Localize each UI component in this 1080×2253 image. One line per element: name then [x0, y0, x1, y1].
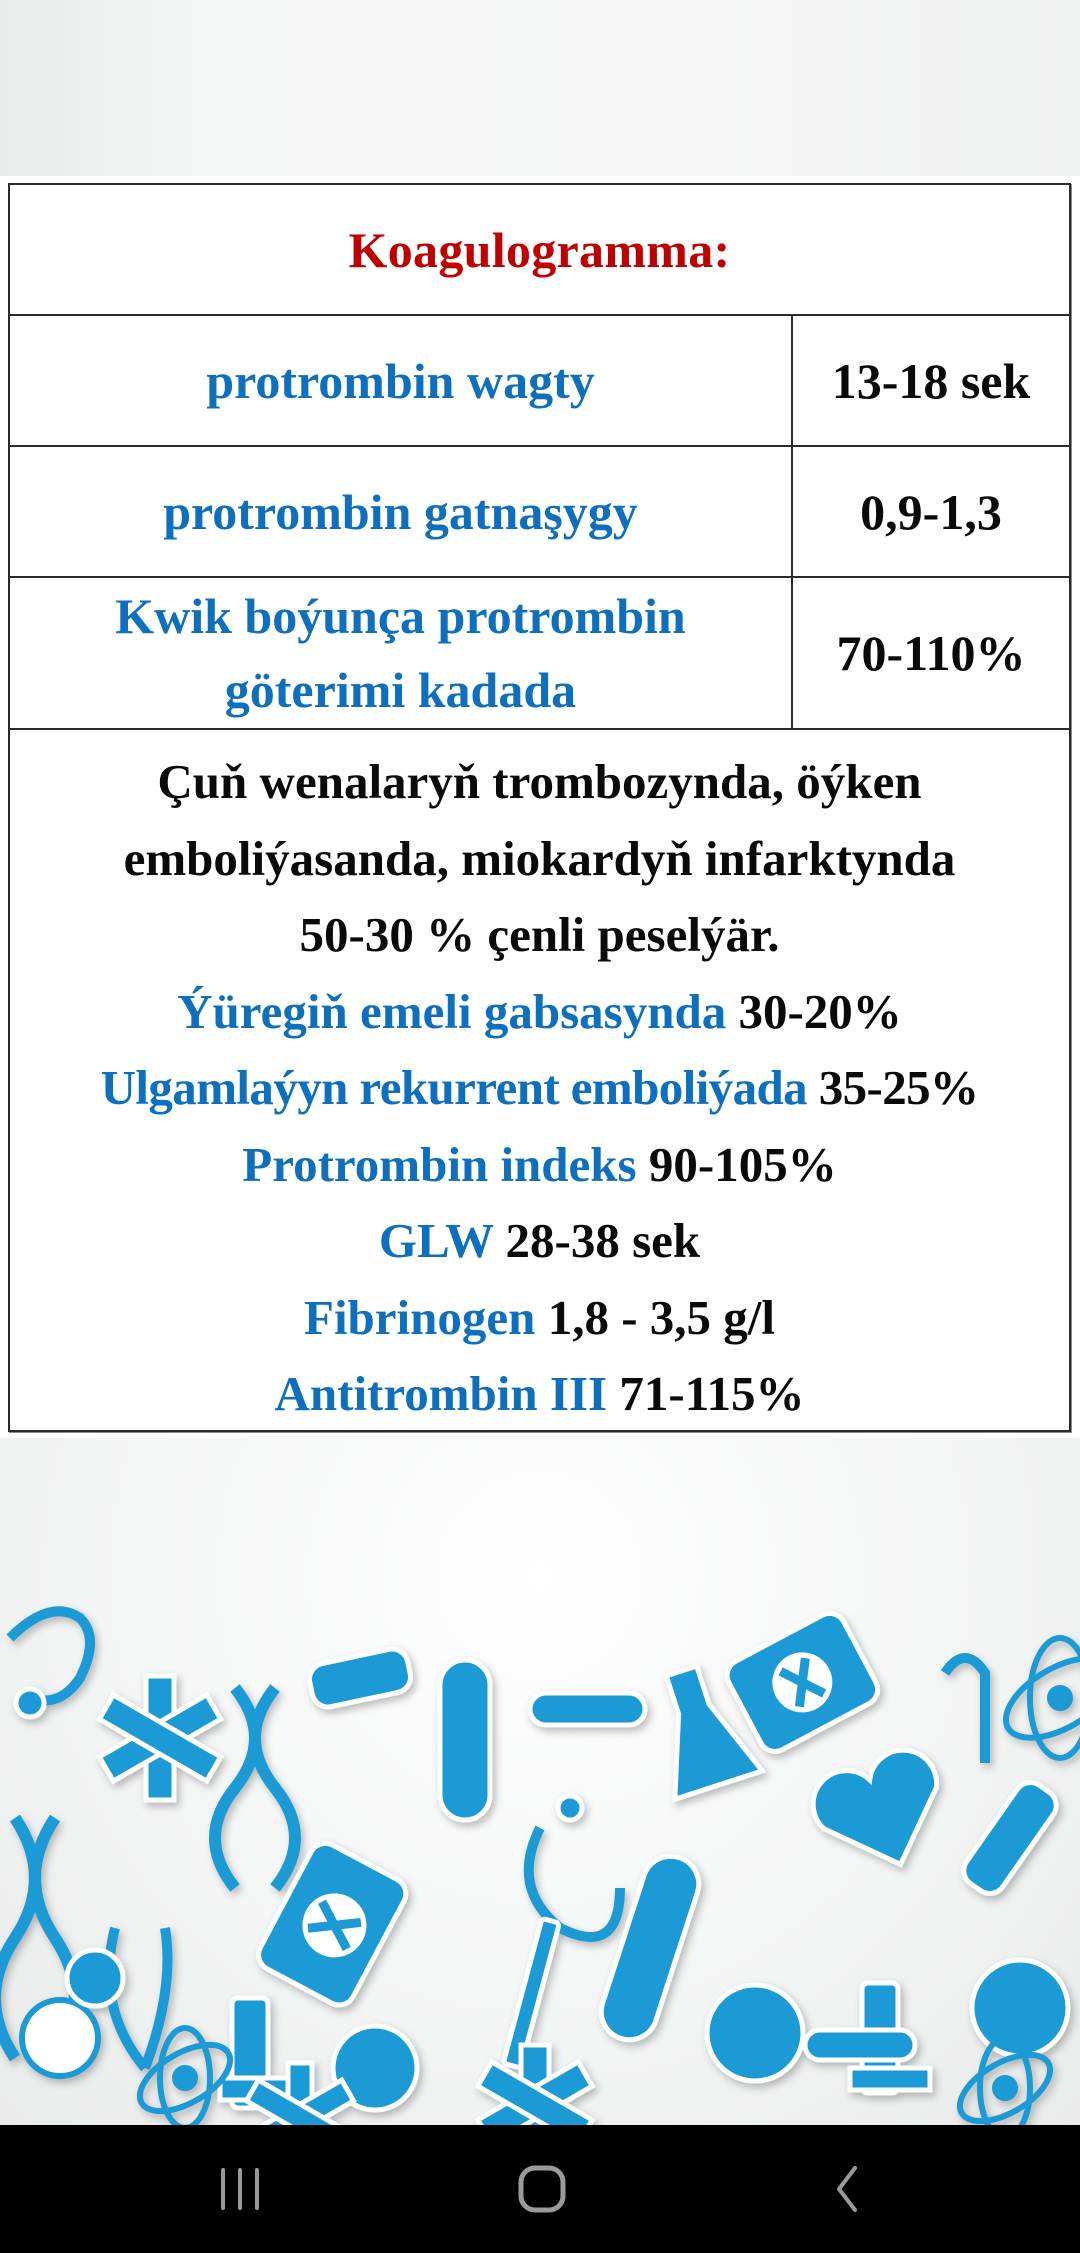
recent-apps-icon: [217, 2166, 263, 2212]
row-label: protrombin wagty: [206, 352, 595, 409]
page-top-background: [0, 0, 1080, 176]
row-label: [115, 579, 686, 727]
atom-icon: [129, 2028, 241, 2125]
notes-item: [10, 1203, 1069, 1280]
row-label: protrombin gatnaşygy: [163, 483, 638, 540]
notes-item-value: 30-20%: [738, 983, 902, 1039]
atom-icon: [993, 1638, 1080, 1758]
notes-item: [10, 1050, 1069, 1127]
notes-item-value: 28-38 sek: [505, 1213, 701, 1268]
table-title: Koagulogramma:: [348, 221, 731, 278]
notes-item-label: Ulgamlaýyn rekurrent emboliýada: [100, 1060, 808, 1115]
notes-paragraph-line: 50-30 % çenli peselýär.: [299, 907, 780, 962]
thermometer-icon: [805, 2030, 915, 2060]
notes-paragraph-line: emboliýasanda, miokardyň infarktynda: [123, 830, 956, 886]
home-icon: [517, 2164, 567, 2214]
capsule-icon: [440, 1660, 490, 1820]
row-label-line: Kwik boýunça protrombin: [115, 588, 686, 644]
notes-content: [10, 744, 1069, 1433]
label-cell: [10, 578, 793, 728]
table-row: [10, 578, 1069, 730]
test-tube-icon: [958, 1776, 1063, 1900]
table-row: [10, 447, 1069, 578]
notes-item-value: 1,8 - 3,5 g/l: [547, 1289, 775, 1345]
system-navigation-bar: [0, 2125, 1080, 2253]
first-aid-kit-icon: [721, 1608, 883, 1757]
coagulogram-table: [8, 183, 1071, 1432]
table-title-cell: [10, 185, 1069, 314]
row-value: 70-110%: [836, 625, 1026, 681]
label-cell: [10, 447, 793, 576]
notes-item-value: 35-25%: [818, 1060, 979, 1115]
table-row: [10, 316, 1069, 447]
notes-item-label: Protrombin indeks: [242, 1136, 637, 1192]
value-cell: [793, 578, 1069, 728]
apple-icon: [972, 1960, 1068, 2056]
label-cell: [10, 316, 793, 445]
star-of-life-icon: [99, 1676, 220, 1800]
notes-item-value: 90-105%: [648, 1136, 837, 1192]
star-of-life-icon: [478, 2045, 592, 2125]
value-cell: [793, 447, 1069, 576]
recent-apps-button[interactable]: [160, 2125, 320, 2253]
first-aid-kit-icon: [253, 1838, 411, 2011]
back-button[interactable]: [766, 2125, 926, 2253]
bowl-of-hygieia-icon: [945, 1658, 985, 1763]
stethoscope-icon: [529, 1796, 620, 1937]
value-cell: [793, 316, 1069, 445]
apple-icon: [707, 1985, 803, 2081]
home-button[interactable]: [462, 2125, 622, 2253]
notes-item: [10, 974, 1069, 1051]
row-value: 0,9-1,3: [860, 483, 1002, 540]
notes-item-label: Antitrombin III: [274, 1366, 608, 1421]
notes-item: [10, 1356, 1069, 1433]
back-icon: [831, 2164, 861, 2214]
capsule-icon: [594, 1849, 706, 2047]
dna-icon: [215, 1688, 295, 1888]
notes-item: [10, 1280, 1069, 1357]
test-tube-icon: [307, 1646, 414, 1710]
notes-row: [10, 730, 1069, 1430]
notes-item: [10, 1127, 1069, 1204]
notes-item-label: GLW: [378, 1213, 494, 1268]
molecule-icon: [22, 1950, 123, 2076]
stethoscope-icon: [10, 1611, 90, 1717]
heart-icon: [804, 1741, 961, 1886]
thermometer-icon: [530, 1693, 645, 1725]
notes-paragraph-line: Çuň wenalaryň trombozynda, öýken: [157, 754, 922, 809]
notes-item-label: Fibrinogen: [304, 1289, 536, 1345]
row-label-line: göterimi kadada: [224, 662, 577, 718]
notes-item-value: 71-115%: [619, 1366, 805, 1421]
row-value: 13-18 sek: [831, 352, 1031, 409]
medical-icons-background: [0, 1438, 1080, 2125]
table-header-row: [10, 185, 1069, 316]
notes-item-label: Ýüregiň emeli gabsasynda: [177, 983, 727, 1039]
